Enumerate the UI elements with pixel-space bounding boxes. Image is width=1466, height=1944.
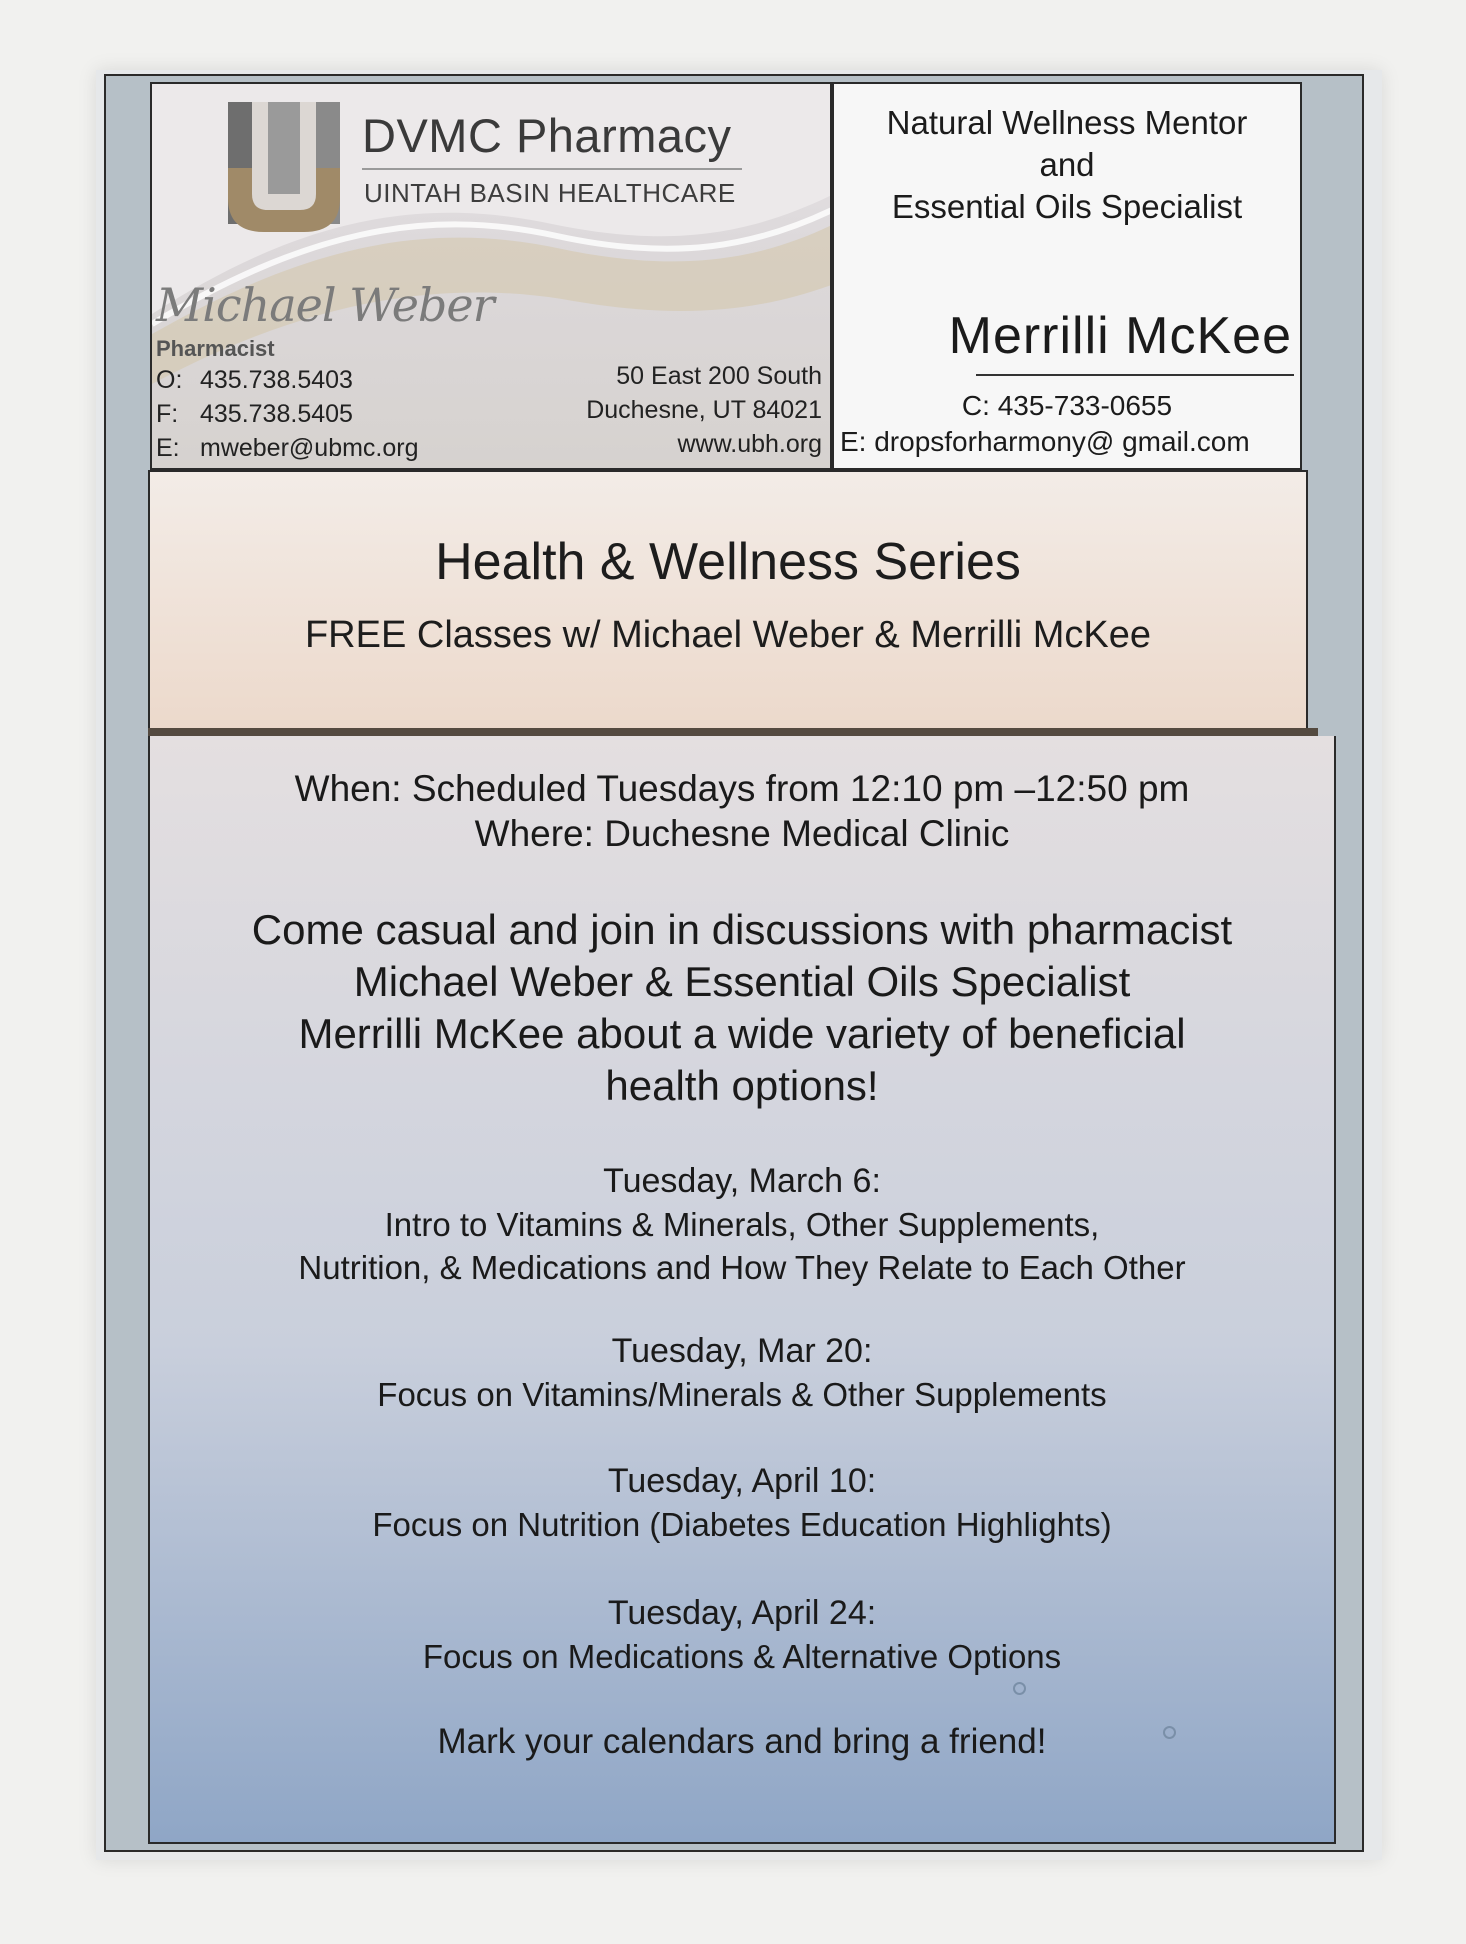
intro-paragraph	[150, 904, 1334, 1112]
role-line-2: and	[1039, 146, 1095, 183]
pharmacist-title: Pharmacist	[156, 336, 275, 361]
intro-line-4: health options!	[605, 1062, 879, 1109]
series-subtitle: FREE Classes w/ Michael Weber & Merrilli McKee	[304, 614, 1152, 656]
specialist-email: E: dropsforharmony@ gmail.com	[840, 426, 1250, 457]
role-line-1: Natural Wellness Mentor	[886, 104, 1248, 141]
intro-line-1: Come casual and join in discussions with pharmacist	[251, 906, 1233, 953]
office-label: O:	[156, 366, 183, 394]
specialist-name: Merrilli McKee	[948, 307, 1292, 365]
paper-speck	[1013, 1682, 1026, 1695]
email-line	[156, 434, 419, 463]
address-street: 50 East 200 South	[616, 362, 822, 390]
office-phone-line	[156, 366, 353, 395]
specialist-phone: C: 435-733-0655	[961, 390, 1173, 421]
closing-line: Mark your calendars and bring a friend!	[437, 1722, 1047, 1761]
intro-line-2: Michael Weber & Essential Oils Specialist	[353, 958, 1131, 1005]
when-text: When: Scheduled Tuesdays from 12:10 pm –12:50 pm	[294, 768, 1190, 809]
pharmacist-email: mweber@ubmc.org	[200, 434, 419, 462]
series-header	[148, 470, 1308, 732]
session-item	[150, 1330, 1334, 1416]
header-divider	[148, 728, 1318, 736]
pharmacist-signature: Michael Weber	[156, 278, 494, 332]
session-item	[150, 1160, 1334, 1289]
session-topic: Focus on Nutrition (Diabetes Education Highlights)	[372, 1506, 1112, 1543]
flyer-body	[148, 736, 1336, 1844]
address-city: Duchesne, UT 84021	[586, 396, 822, 424]
specialist-role	[834, 102, 1300, 228]
specialist-business-card	[832, 82, 1302, 470]
role-line-3: Essential Oils Specialist	[891, 188, 1243, 225]
fax-line	[156, 400, 353, 429]
session-item	[150, 1460, 1334, 1546]
where-text: Where: Duchesne Medical Clinic	[474, 813, 1010, 854]
session-topic: Focus on Vitamins/Minerals & Other Supplements	[377, 1376, 1107, 1413]
series-title: Health & Wellness Series	[435, 533, 1021, 591]
fax-number: 435.738.5405	[200, 400, 353, 428]
pharmacist-business-card	[150, 82, 832, 470]
ubh-logo-icon	[224, 98, 344, 238]
office-phone: 435.738.5403	[200, 366, 353, 394]
session-date: Tuesday, March 6:	[603, 1162, 881, 1200]
fax-label: F:	[156, 400, 179, 428]
session-date: Tuesday, April 10:	[607, 1462, 877, 1500]
brand-divider	[362, 168, 742, 170]
email-label: E:	[156, 434, 180, 462]
healthcare-name: UINTAH BASIN HEALTHCARE	[364, 178, 736, 208]
session-topic: Intro to Vitamins & Minerals, Other Supplements,	[384, 1206, 1100, 1243]
name-divider	[976, 374, 1294, 376]
session-topic: Focus on Medications & Alternative Options	[422, 1638, 1062, 1675]
session-item	[150, 1592, 1334, 1678]
pharmacy-name: DVMC Pharmacy	[362, 109, 732, 162]
session-date: Tuesday, Mar 20:	[611, 1332, 873, 1370]
session-topic-cont: Nutrition, & Medications and How They Relate to Each Other	[298, 1249, 1186, 1286]
website: www.ubh.org	[677, 430, 822, 458]
paper-speck	[1163, 1726, 1176, 1739]
session-date: Tuesday, April 24:	[607, 1594, 877, 1632]
intro-line-3: Merrilli McKee about a wide variety of beneficial	[298, 1010, 1186, 1057]
schedule-info	[150, 766, 1334, 856]
